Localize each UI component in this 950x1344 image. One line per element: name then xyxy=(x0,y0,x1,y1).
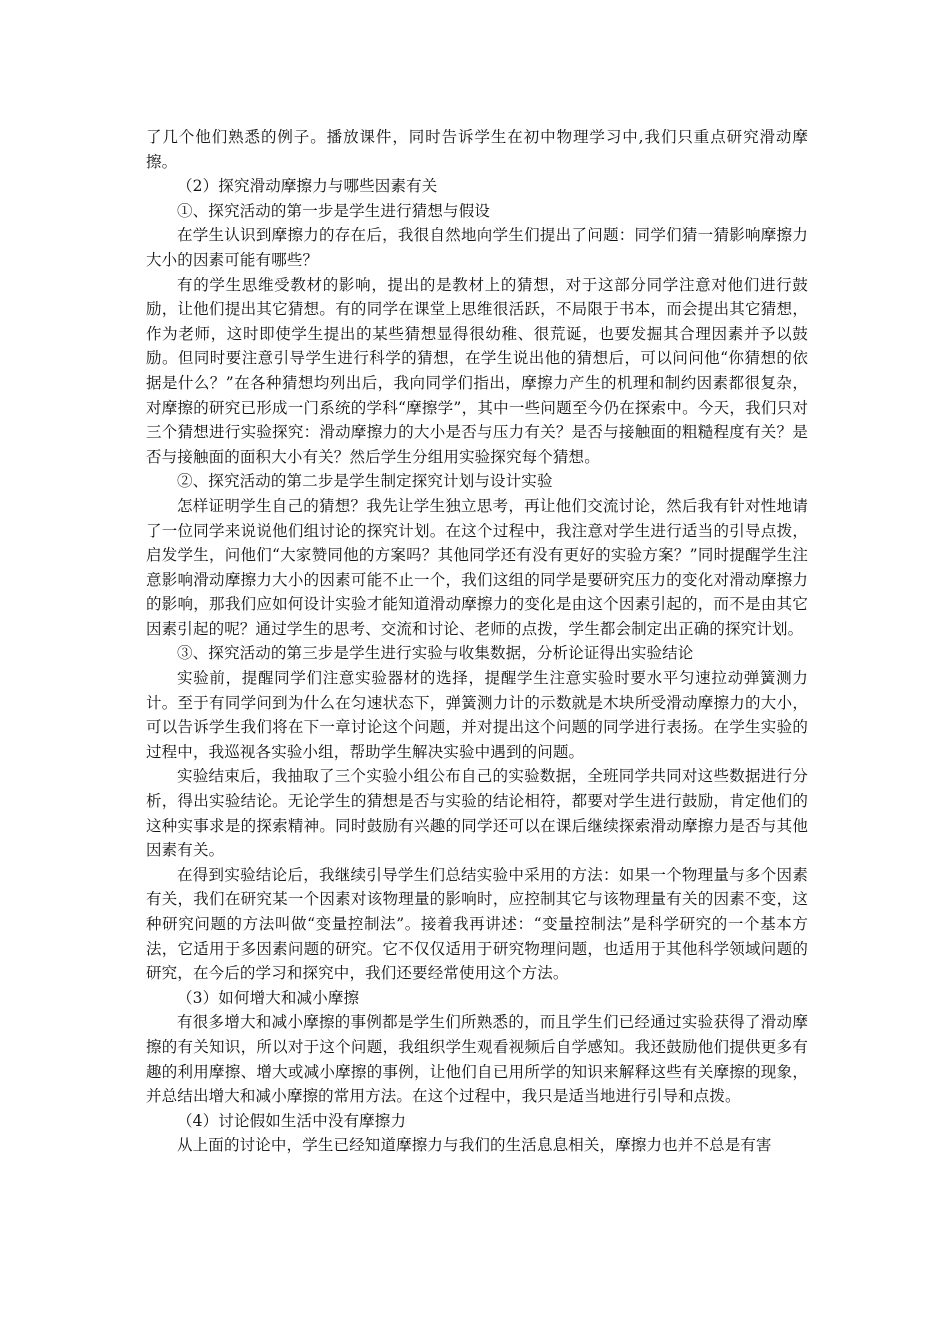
paragraph: 怎样证明学生自己的猜想？我先让学生独立思考，再让他们交流讨论，然后我有针对性地请了一位同学来说说他们组讨论的探究计划。在这个过程中，我注意对学生进行适当的引导点拨，启发学生，问他们“大家赞同他的方案吗？其他同学还有没有更好的实验方案？”同时提醒学生注意影响滑动摩擦力大小的因素可能不止一个，我们这组的同学是要研究压力的变化对滑动摩擦力的影响，那我们应如何设计实验才能知道滑动摩擦力的变化是由这个因素引起的，而不是由其它因素引起的呢？通过学生的思考、交流和讨论、老师的点拨，学生都会制定出正确的探究计划。 xyxy=(146,496,808,638)
paragraph: 有的学生思维受教材的影响，提出的是教材上的猜想，对于这部分同学注意对他们进行鼓励，让他们提出其它猜想。有的同学在课堂上思维很活跃，不局限于书本，而会提出其它猜想，作为老师，这时即使学生提出的某些猜想显得很幼稚、很荒诞，也要发掘其合理因素并予以鼓励。但同时要注意引导学生进行科学的猜想，在学生说出他的猜想后，可以问问他“你猜想的依据是什么？”在各种猜想均列出后，我向同学们指出，摩擦力产生的机理和制约因素都很复杂，对摩擦的研究已形成一门系统的学科“摩擦学”，其中一些问题至今仍在探索中。今天，我们只对三个猜想进行实验探究：滑动摩擦力的大小是否与压力有关？是否与接触面的粗糙程度有关？是否与接触面的面积大小有关？然后学生分组用实验探究每个猜想。 xyxy=(146,275,808,466)
paragraph: 在学生认识到摩擦力的存在后，我很自然地向学生们提出了问题：同学们猜一猜影响摩擦力大小的因素可能有哪些？ xyxy=(146,226,808,269)
step-heading-2: ②、探究活动的第二步是学生制定探究计划与设计实验 xyxy=(177,472,553,491)
paragraph: 实验前，提醒同学们注意实验器材的选择，提醒学生注意实验时要水平匀速拉动弹簧测力计。至于有同学问到为什么在匀速状态下，弹簧测力计的示数就是木块所受滑动摩擦力的大小，可以告诉学生我们将在下一章讨论这个问题，并对提出这个问题的同学进行表扬。在学生实验的过程中，我巡视各实验小组，帮助学生解决实验中遇到的问题。 xyxy=(146,669,808,761)
paragraph: 实验结束后，我抽取了三个实验小组公布自己的实验数据，全班同学共同对这些数据进行分析，得出实验结论。无论学生的猜想是否与实验的结论相符，都要对学生进行鼓励，肯定他们的这种实事求是的探索精神。同时鼓励有兴趣的同学还可以在课后继续探索滑动摩擦力是否与其他因素有关。 xyxy=(146,767,808,860)
paragraph: 在得到实验结论后，我继续引导学生们总结实验中采用的方法：如果一个物理量与多个因素有关，我们在研究某一个因素对该物理量的影响时，应控制其它与该物理量有关的因素不变，这种研究问题的方法叫做“变量控制法”。接着我再讲述：“变量控制法”是科学研究的一个基本方法，它适用于多因素问题的研究。它不仅仅适用于研究物理问题，也适用于其他科学领域问题的研究，在今后的学习和探究中，我们还要经常使用这个方法。 xyxy=(146,865,808,983)
paragraph-last: 从上面的讨论中，学生已经知道摩擦力与我们的生活息息相关，摩擦力也并不总是有害 xyxy=(177,1136,772,1155)
paragraph: 有很多增大和减小摩擦的事例都是学生们所熟悉的，而且学生们已经通过实验获得了滑动摩擦的有关知识，所以对于这个问题，我组织学生观看视频后自学感知。我还鼓励他们提供更多有趣的利用摩擦、增大或减小摩擦的事例，让他们自已用所学的知识来解释这些有关摩擦的现象，并总结出增大和减小摩擦的常用方法。在这个过程中，我只是适当地进行引导和点拨。 xyxy=(146,1013,808,1106)
step-heading-3: ③、探究活动的第三步是学生进行实验与收集数据，分析论证得出实验结论 xyxy=(177,644,694,663)
section-heading-4: （4）讨论假如生活中没有摩擦力 xyxy=(177,1111,407,1130)
step-heading-1: ①、探究活动的第一步是学生进行猜想与假设 xyxy=(177,201,491,220)
section-heading-2: （2）探究滑动摩擦力与哪些因素有关 xyxy=(177,177,438,196)
document-body xyxy=(146,125,808,1158)
section-heading-3: （3）如何增大和减小摩擦 xyxy=(177,988,360,1007)
paragraph-intro-continuation: 了几个他们熟悉的例子。播放课件，同时告诉学生在初中物理学习中,我们只重点研究滑动摩擦。 xyxy=(146,128,808,171)
